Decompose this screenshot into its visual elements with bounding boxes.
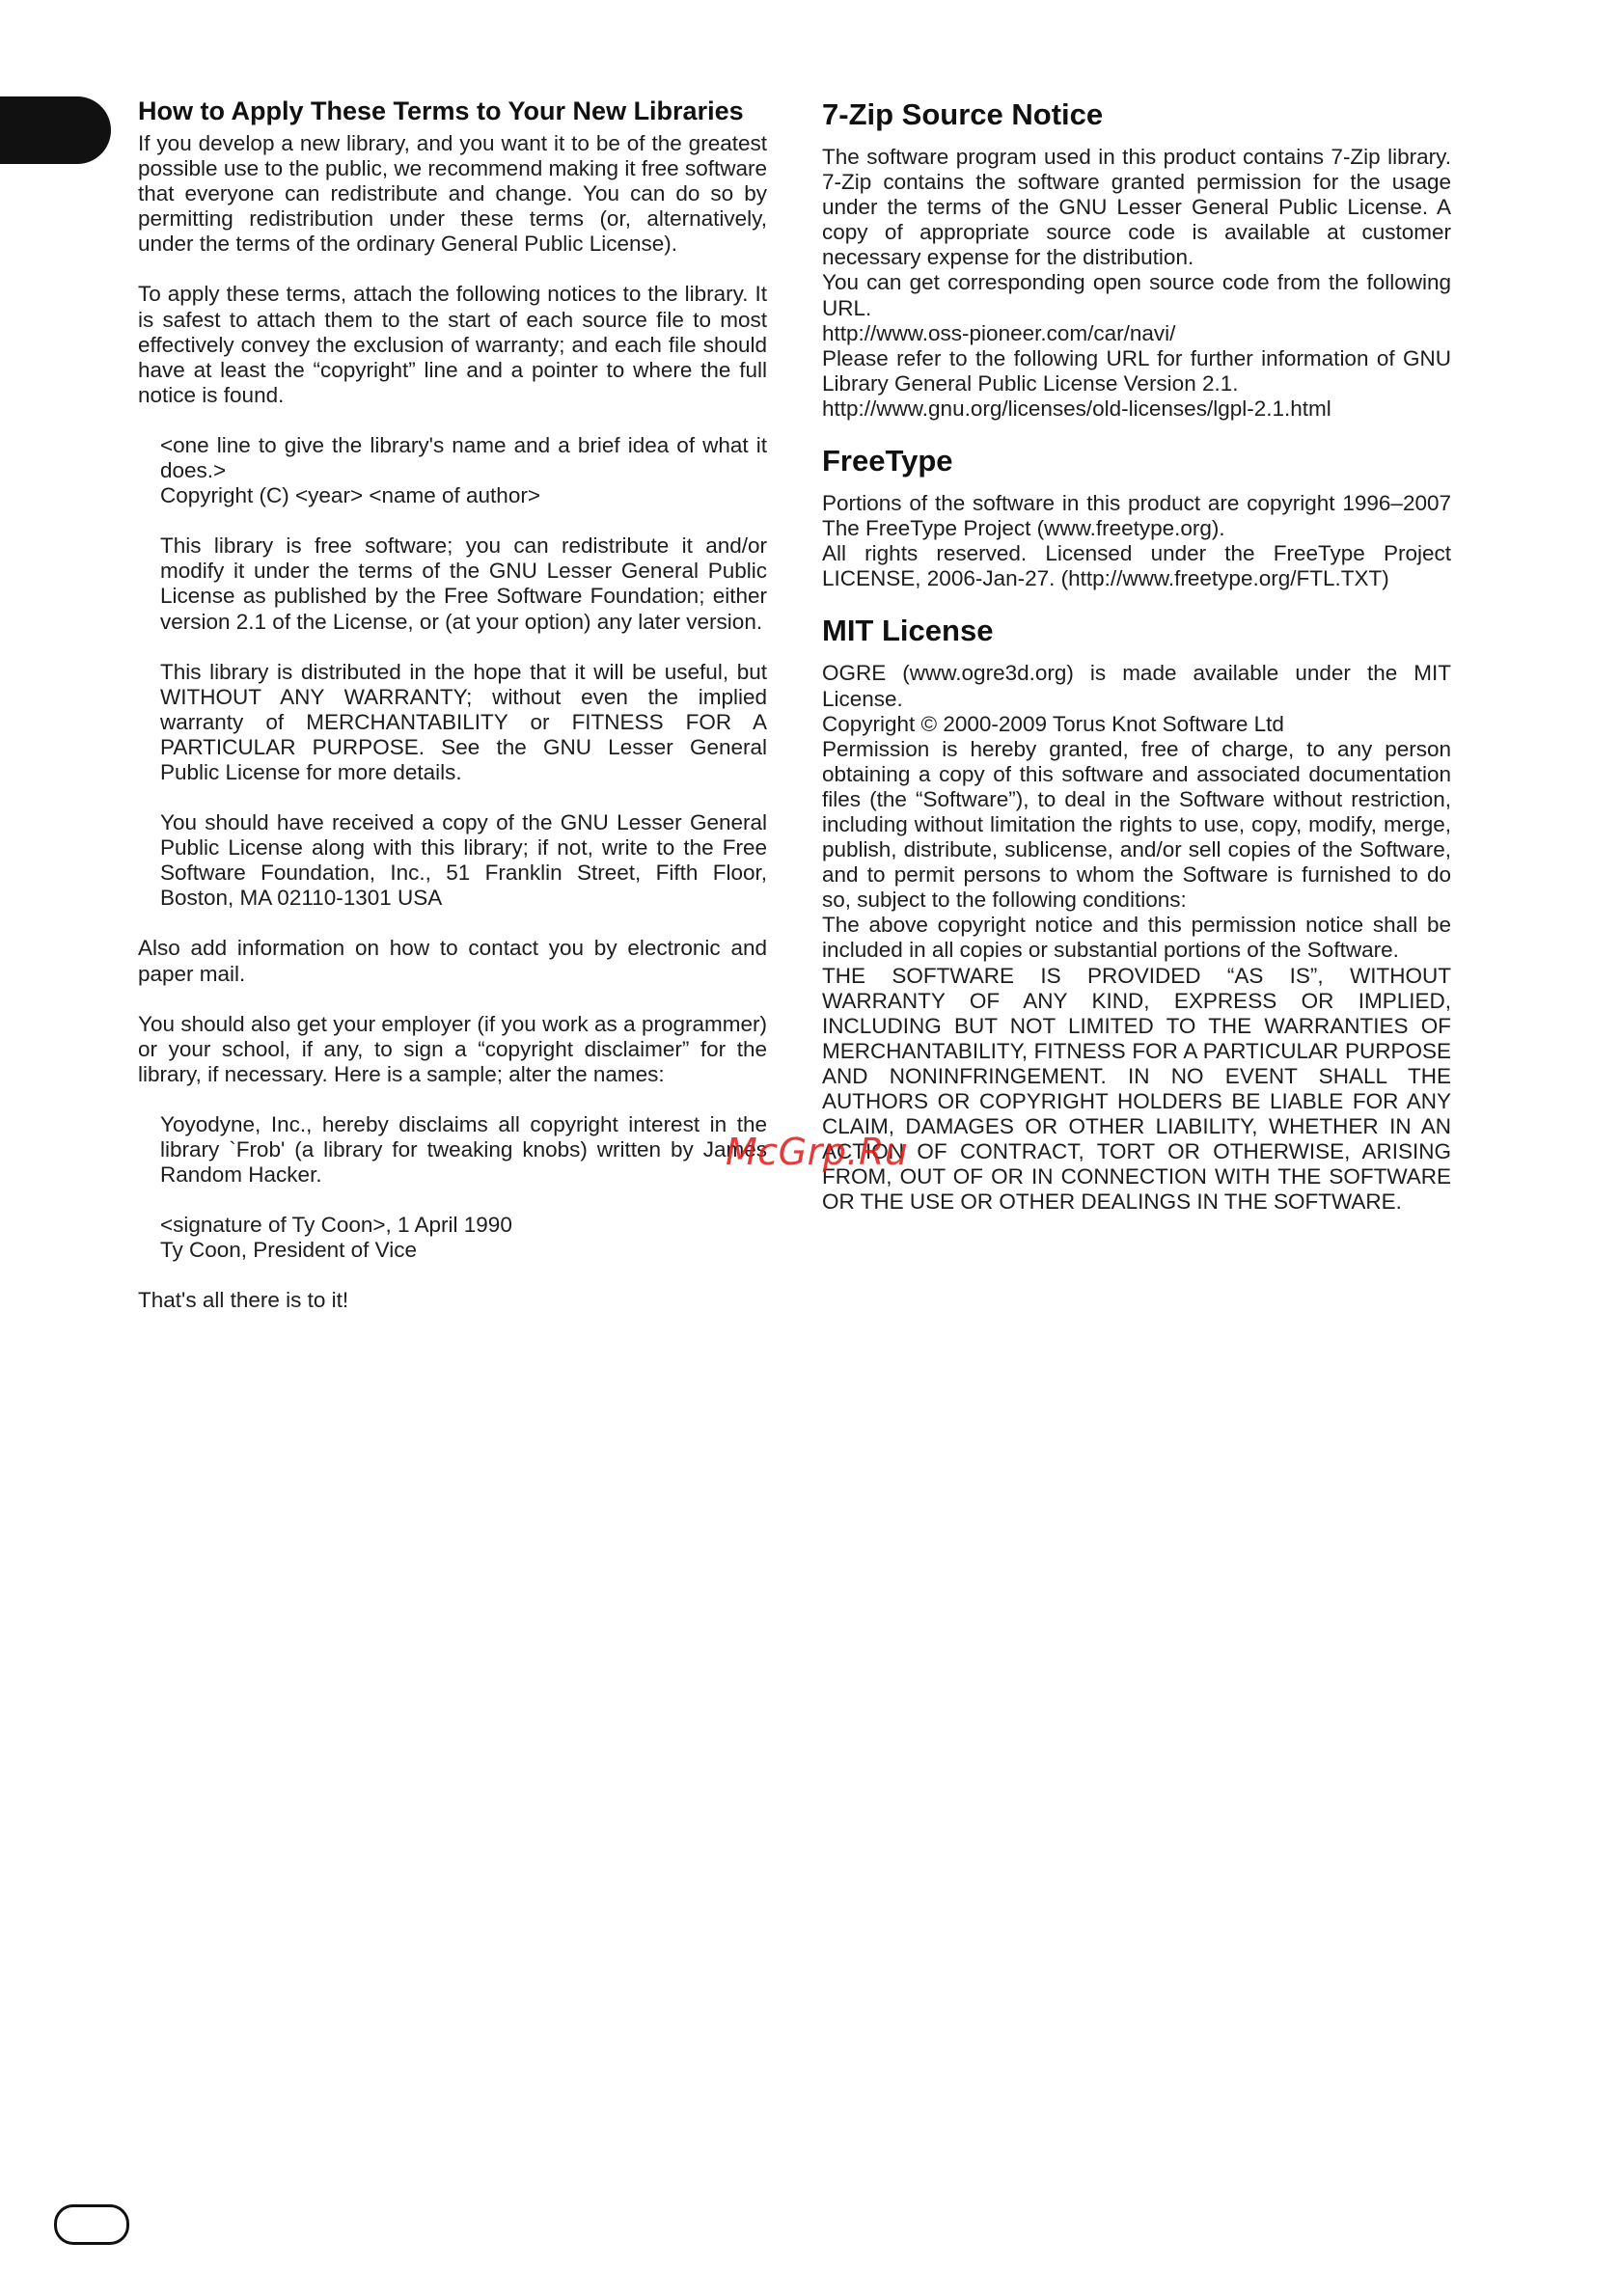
paragraph: <signature of Ty Coon>, 1 April 1990	[160, 1213, 512, 1238]
section-heading-mit-license: MIT License	[822, 614, 994, 648]
paragraph: <one line to give the library's name and a brief idea of what it does.>	[160, 432, 767, 483]
right-column	[822, 96, 1451, 1215]
section-heading-how-to-apply: How to Apply These Terms to Your New Libraries	[138, 96, 744, 125]
paragraph: You should also get your employer (if you work as a programmer) or your school, if any, to sign a “copyright disclaimer” for the library, if necessary. Here is a sample; alter the names:	[138, 1011, 767, 1086]
paragraph: THE SOFTWARE IS PROVIDED “AS IS”, WITHOUT WARRANTY OF ANY KIND, EXPRESS OR IMPLIED, INCLUDING BUT NOT LIMITED TO THE WARRANTIES OF MERCHANTABILITY, FITNESS FOR A PARTICULAR PURPOSE AND NONINFRINGEMENT. IN NO EVENT SHALL THE AUTHORS OR COPYRIGHT HOLDERS BE LIABLE FOR ANY CLAIM, DAMAGES OR OTHER LIABILITY, WHETHER IN AN ACTION OF CONTRACT, TORT OR OTHERWISE, ARISING FROM, OUT OF OR IN CONNECTION WITH THE SOFTWARE OR THE USE OR OTHER DEALINGS IN THE SOFTWARE.	[822, 963, 1451, 1215]
paragraph: The above copyright notice and this permission notice shall be included in all copies or substantial portions of the Software.	[822, 913, 1451, 963]
paragraph: To apply these terms, attach the following notices to the library. It is safest to attach them to the start of each source file to most effectively convey the exclusion of warranty; and each file should have at least the “copyright” line and a pointer to where the full notice is found.	[138, 282, 767, 407]
paragraph: Please refer to the following URL for further information of GNU Library General Public License Version 2.1.	[822, 345, 1451, 396]
paragraph: OGRE (www.ogre3d.org) is made available under the MIT License.	[822, 661, 1451, 711]
section-heading-freetype: FreeType	[822, 444, 953, 478]
left-paragraphs	[138, 131, 767, 1313]
paragraph: Also add information on how to contact you by electronic and paper mail.	[138, 936, 767, 986]
paragraph: This library is distributed in the hope that it will be useful, but WITHOUT ANY WARRANTY; without even the implied warranty of MERCHANTABILITY or FITNESS FOR A PARTICULAR PURPOSE. See the GNU Lesser General Public License for more details.	[160, 659, 767, 784]
url-text: http://www.oss-pioneer.com/car/navi/	[822, 320, 1176, 345]
paragraph: If you develop a new library, and you want it to be of the greatest possible use to the public, we recommend making it free software that everyone can redistribute and change. You can do so by permitting redistribution under these terms (or, alternatively, under the terms of the ordinary General Public License).	[138, 131, 767, 257]
paragraph: Permission is hereby granted, free of charge, to any person obtaining a copy of this software and associated documentation files (the “Software”), to deal in the Software without restriction, including without limitation the rights to use, copy, modify, merge, publish, distribute, sublicense, and/or sell copies of the Software, and to permit persons to whom the Software is furnished to do so, subject to the following conditions:	[822, 736, 1451, 913]
paragraph: This library is free software; you can redistribute it and/or modify it under the terms of the GNU Lesser General Public License as published by the Free Software Foundation; either version 2.1 of the License, or (at your option) any later version.	[160, 533, 767, 634]
paragraph: Yoyodyne, Inc., hereby disclaims all copyright interest in the library `Frob' (a library for tweaking knobs) written by James Random Hacker.	[160, 1111, 767, 1188]
section-tab-marker	[0, 96, 111, 164]
url-text: http://www.gnu.org/licenses/old-licenses/lgpl-2.1.html	[822, 396, 1331, 421]
left-column	[138, 96, 767, 1313]
section-freetype	[822, 443, 1451, 591]
page-number-box	[54, 2204, 129, 2245]
paragraph: You should have received a copy of the GNU Lesser General Public License along with this library; if not, write to the Free Software Foundation, Inc., 51 Franklin Street, Fifth Floor, Boston, MA 02110-1301 USA	[160, 810, 767, 911]
paragraph: Copyright © 2000-2009 Torus Knot Software Ltd	[822, 711, 1284, 736]
paragraph: Ty Coon, President of Vice	[160, 1238, 417, 1263]
watermark-text: McGrp.Ru	[726, 1131, 909, 1173]
paragraph: The software program used in this product contains 7-Zip library. 7-Zip contains the software granted permission for the usage under the terms of the GNU Lesser General Public License. A copy of appropriate source code is available at customer necessary expense for the distribution.	[822, 145, 1451, 270]
paragraph: All rights reserved. Licensed under the FreeType Project LICENSE, 2006-Jan-27. (http://www.freetype.org/FTL.TXT)	[822, 541, 1451, 591]
section-heading-7zip: 7-Zip Source Notice	[822, 97, 1104, 131]
paragraph: That's all there is to it!	[138, 1288, 349, 1313]
section-mit-license	[822, 613, 1451, 1215]
paragraph: You can get corresponding open source code from the following URL.	[822, 270, 1451, 320]
section-7zip	[822, 96, 1451, 422]
paragraph: Portions of the software in this product are copyright 1996–2007 The FreeType Project (www.freetype.org).	[822, 491, 1451, 541]
paragraph: Copyright (C) <year> <name of author>	[160, 483, 540, 508]
